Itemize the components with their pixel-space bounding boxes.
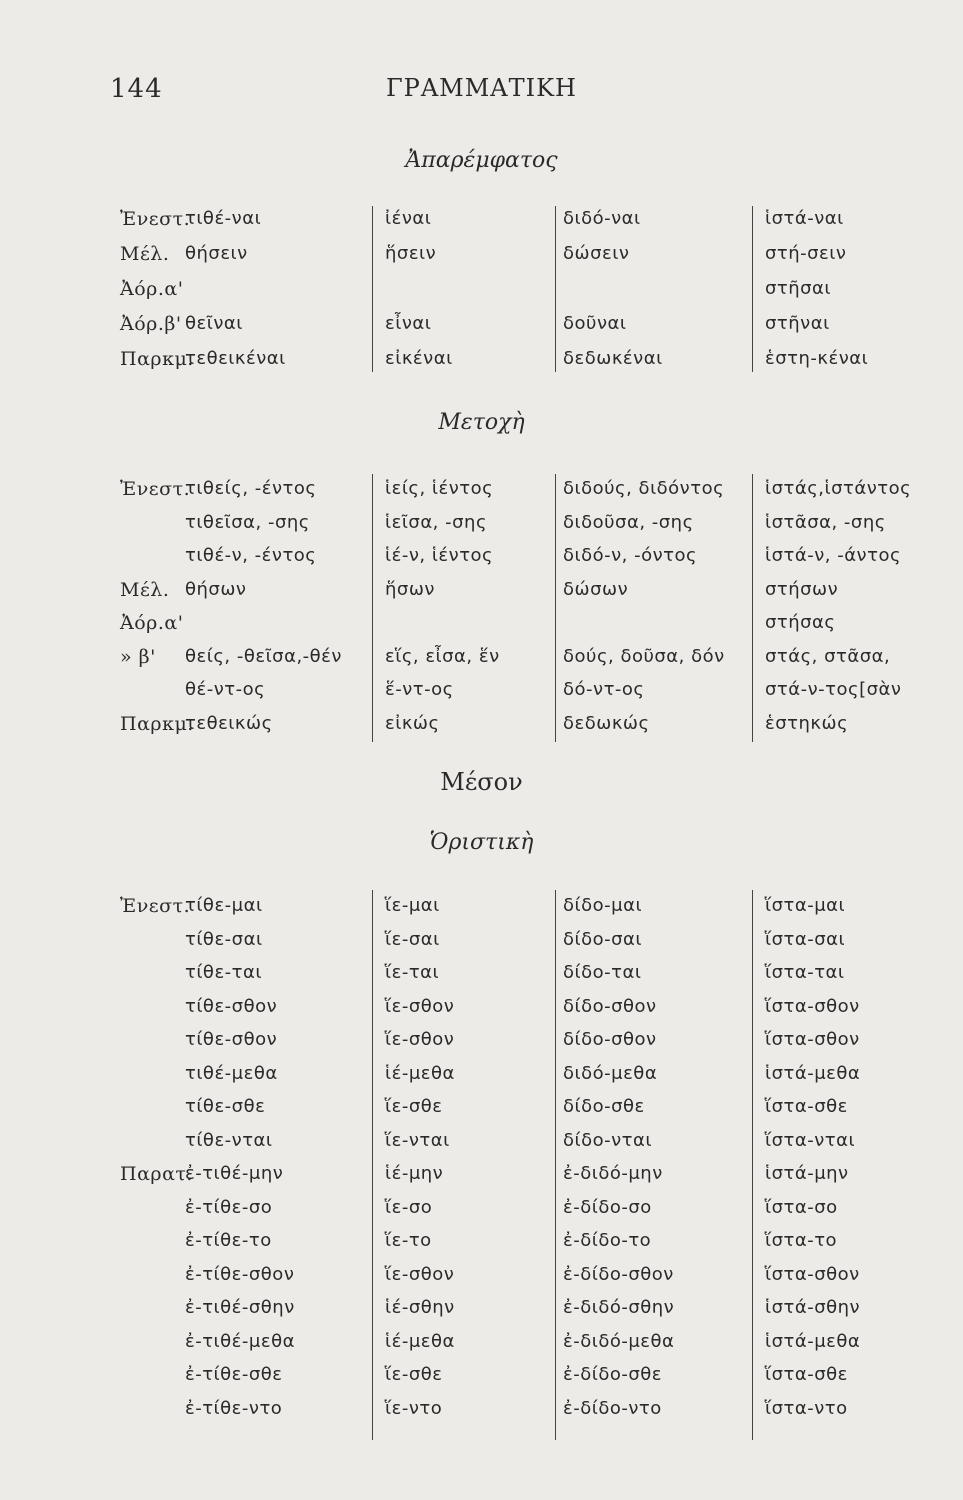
table-row <box>0 243 963 277</box>
verb-form: διδό-ν, -όντος <box>563 545 698 566</box>
verb-form: ἵστα-σθον <box>765 995 860 1017</box>
verb-form: τίθε-σαι <box>185 928 263 950</box>
verb-form: ἵε-σο <box>385 1196 433 1218</box>
column-divider <box>372 206 373 372</box>
verb-form: ἐ-δίδο-σο <box>563 1196 652 1218</box>
table-row <box>0 208 963 242</box>
verb-form: ἱστᾶσα, -σης <box>765 511 886 533</box>
table-row <box>0 579 963 613</box>
verb-form: τιθεῖσα, -σης <box>185 511 310 533</box>
verb-form: δούς, δοῦσα, δόν <box>563 645 725 667</box>
verb-form: ἐ-τίθε-σθον <box>185 1263 295 1285</box>
verb-form: ἵστα-ται <box>765 962 845 983</box>
verb-form: ἱεῖσα, -σης <box>385 511 488 533</box>
column-divider <box>555 890 556 1440</box>
verb-form: δίδο-σθον <box>563 1029 657 1050</box>
heading-indicative: Ὁριστικὴ <box>429 830 534 855</box>
table-row <box>0 1029 963 1063</box>
verb-form: δίδο-σθε <box>563 1096 645 1117</box>
page-number: 144 <box>110 74 163 104</box>
verb-form: δό-ντ-ος <box>563 679 645 700</box>
verb-form: τίθε-νται <box>185 1129 273 1151</box>
table-row <box>0 1096 963 1130</box>
table-row <box>0 278 963 312</box>
verb-form: στή-σειν <box>765 243 847 264</box>
tense-label: Μέλ. <box>120 578 170 601</box>
verb-form: ἱστά-μεθα <box>765 1330 861 1352</box>
verb-form: ἐ-τιθέ-μην <box>185 1163 284 1184</box>
table-row <box>0 646 963 680</box>
verb-form: τίθε-σθον <box>185 995 278 1017</box>
verb-form: δεδωκώς <box>563 712 650 734</box>
verb-form: ἐ-διδό-μην <box>563 1163 663 1184</box>
verb-form: ἵστα-σαι <box>765 928 846 950</box>
verb-form: δίδο-μαι <box>563 895 643 916</box>
verb-form: θήσειν <box>185 243 248 264</box>
verb-form: ἕ-ντ-ος <box>385 679 454 700</box>
verb-form: ἐ-δίδο-σθε <box>563 1364 662 1385</box>
table-row <box>0 679 963 713</box>
verb-form: δοῦναι <box>563 313 627 334</box>
verb-form: ἵε-νται <box>385 1129 450 1151</box>
verb-form: ἱείς, ἱέντος <box>385 478 494 499</box>
column-divider <box>752 474 753 742</box>
table-row <box>0 996 963 1030</box>
verb-form: ἱέ-μεθα <box>385 1330 455 1352</box>
table-row <box>0 1364 963 1398</box>
verb-form: ἵστα-σθε <box>765 1096 848 1117</box>
verb-form: τιθέ-ναι <box>185 208 262 229</box>
verb-form: ἱέ-σθην <box>385 1297 455 1318</box>
verb-form: τιθέ-ν, -έντος <box>185 545 317 566</box>
table-row <box>0 348 963 382</box>
table-row <box>0 612 963 646</box>
verb-form: δώσειν <box>563 243 630 264</box>
table-row <box>0 1230 963 1264</box>
verb-form: τιθέ-μεθα <box>185 1062 278 1084</box>
tense-label: Μέλ. <box>120 243 170 265</box>
table-row <box>0 1163 963 1197</box>
verb-form: ἱέ-ν, ἱέντος <box>385 545 494 566</box>
table-row <box>0 1063 963 1097</box>
verb-form: διδούς, διδόντος <box>563 478 725 499</box>
verb-form: τεθεικώς <box>185 712 273 734</box>
verb-form: ἐ-διδό-μεθα <box>563 1330 675 1352</box>
verb-form: ἱστά-σθην <box>765 1297 861 1318</box>
verb-form: ἵε-σθε <box>385 1364 443 1385</box>
verb-form: ἱστά-μεθα <box>765 1062 861 1084</box>
table-row <box>0 1197 963 1231</box>
verb-form: ἥσων <box>385 578 435 600</box>
verb-form: διδό-μεθα <box>563 1062 658 1084</box>
verb-form: ἑστη-κέναι <box>765 348 869 369</box>
verb-form: ἱστάς,ἱστάντος <box>765 478 912 499</box>
verb-form: ἵστα-σθε <box>765 1364 848 1385</box>
verb-form: ἐ-δίδο-το <box>563 1230 652 1251</box>
verb-form: ἱέ-μην <box>385 1163 444 1184</box>
verb-form: ἐ-δίδο-σθον <box>563 1263 674 1285</box>
verb-form: δίδο-σαι <box>563 928 642 950</box>
table-row <box>0 962 963 996</box>
column-divider <box>555 474 556 742</box>
column-divider <box>372 890 373 1440</box>
tense-label: Ἀόρ.β' <box>120 313 182 335</box>
verb-form: διδό-ναι <box>563 208 641 229</box>
verb-form: εἶναι <box>385 313 432 334</box>
verb-form: ἵε-σθον <box>385 1263 455 1285</box>
verb-form: στάς, στᾶσα, <box>765 645 891 667</box>
verb-form: ἱστά-ναι <box>765 208 844 229</box>
table-row <box>0 1264 963 1298</box>
verb-form: ἵστα-σθον <box>765 1029 860 1050</box>
verb-form: δίδο-ται <box>563 962 642 983</box>
verb-form: στήσας <box>765 612 836 633</box>
verb-form: τεθεικέναι <box>185 348 286 369</box>
verb-form: ἵε-ντο <box>385 1397 443 1419</box>
tense-label: Ἐνεστ. <box>120 895 191 917</box>
verb-form: ἐ-δίδο-ντο <box>563 1397 662 1419</box>
verb-form: τιθείς, -έντος <box>185 478 317 499</box>
verb-form: ἐ-διδό-σθην <box>563 1297 675 1318</box>
verb-form: ἵε-σθον <box>385 1029 455 1050</box>
heading-middle-voice: Μέσον <box>440 768 523 796</box>
verb-form: τίθε-σθε <box>185 1096 266 1117</box>
table-row <box>0 1331 963 1365</box>
table-row <box>0 313 963 347</box>
verb-form: ἵστα-σο <box>765 1196 838 1218</box>
tense-label: Παρκμ. <box>120 348 194 370</box>
verb-form: ἵε-σθε <box>385 1096 443 1117</box>
verb-form: θεῖναι <box>185 313 243 334</box>
verb-form: ἵστα-μαι <box>765 895 846 916</box>
column-divider <box>372 474 373 742</box>
verb-form: ἐ-τίθε-σθε <box>185 1364 283 1385</box>
verb-form: ἐ-τιθέ-σθην <box>185 1297 295 1318</box>
verb-form: ἑστηκώς <box>765 712 849 734</box>
verb-form: δώσων <box>563 578 629 600</box>
verb-form: θείς, -θεῖσα,-θέν <box>185 645 342 667</box>
verb-form: ἵε-σθον <box>385 995 455 1017</box>
tense-label: Ἐνεστ. <box>120 478 191 500</box>
verb-form: τίθε-μαι <box>185 895 263 916</box>
column-divider <box>752 890 753 1440</box>
table-row <box>0 478 963 512</box>
verb-form: ἥσειν <box>385 243 437 264</box>
column-divider <box>752 206 753 372</box>
tense-label: Παρατ. <box>120 1163 193 1185</box>
table-row <box>0 545 963 579</box>
table-row <box>0 929 963 963</box>
verb-form: ἱστά-ν, -άντος <box>765 545 902 566</box>
verb-form: δίδο-σθον <box>563 995 657 1017</box>
verb-form: δίδο-νται <box>563 1129 652 1151</box>
table-row <box>0 1297 963 1331</box>
verb-form: ἐ-τίθε-ντο <box>185 1397 283 1419</box>
verb-form: ἐ-τίθε-το <box>185 1230 272 1251</box>
tense-label: Ἀόρ.α' <box>120 612 184 634</box>
verb-form: εἰκέναι <box>385 348 453 369</box>
tense-label: Παρκμ. <box>120 712 194 735</box>
heading-infinitive: Ἀπαρέμφατος <box>405 148 558 173</box>
table-row <box>0 713 963 747</box>
verb-form: ἱέ-μεθα <box>385 1062 455 1084</box>
verb-form: ἵστα-ντο <box>765 1397 848 1419</box>
verb-form: στήσων <box>765 578 839 600</box>
verb-form: εἰκώς <box>385 712 440 734</box>
tense-label: » β' <box>120 645 156 668</box>
verb-form: ἵε-ται <box>385 962 440 983</box>
table-row <box>0 1398 963 1432</box>
table-row <box>0 512 963 546</box>
tense-label: Ἐνεστ. <box>120 208 191 230</box>
table-row <box>0 1130 963 1164</box>
verb-form: ἱστά-μην <box>765 1163 849 1184</box>
verb-form: τίθε-σθον <box>185 1029 278 1050</box>
verb-form: ἵε-μαι <box>385 895 440 916</box>
verb-form: ἵε-σαι <box>385 928 440 950</box>
verb-form: στῆσαι <box>765 278 832 299</box>
table-row <box>0 895 963 929</box>
verb-form: ἵε-το <box>385 1230 432 1251</box>
verb-form: στά-ν-τος[σὰν <box>765 679 902 700</box>
tense-label: Ἀόρ.α' <box>120 278 184 300</box>
verb-form: στῆναι <box>765 313 830 334</box>
running-title: ΓΡΑΜΜΑΤΙΚΗ <box>386 74 577 102</box>
verb-form: ἰέναι <box>385 208 432 229</box>
verb-form: διδοῦσα, -σης <box>563 511 694 533</box>
verb-form: ἐ-τιθέ-μεθα <box>185 1330 295 1352</box>
verb-form: τίθε-ται <box>185 962 262 983</box>
verb-form: ἐ-τίθε-σο <box>185 1196 273 1218</box>
verb-form: δεδωκέναι <box>563 348 663 369</box>
verb-form: θήσων <box>185 578 247 600</box>
verb-form: ἵστα-σθον <box>765 1263 860 1285</box>
verb-form: εἵς, εἶσα, ἕν <box>385 645 500 667</box>
heading-participle: Μετοχὴ <box>438 410 525 435</box>
verb-form: ἵστα-νται <box>765 1129 856 1151</box>
verb-form: θέ-ντ-ος <box>185 679 266 700</box>
column-divider <box>555 206 556 372</box>
verb-form: ἵστα-το <box>765 1230 838 1251</box>
